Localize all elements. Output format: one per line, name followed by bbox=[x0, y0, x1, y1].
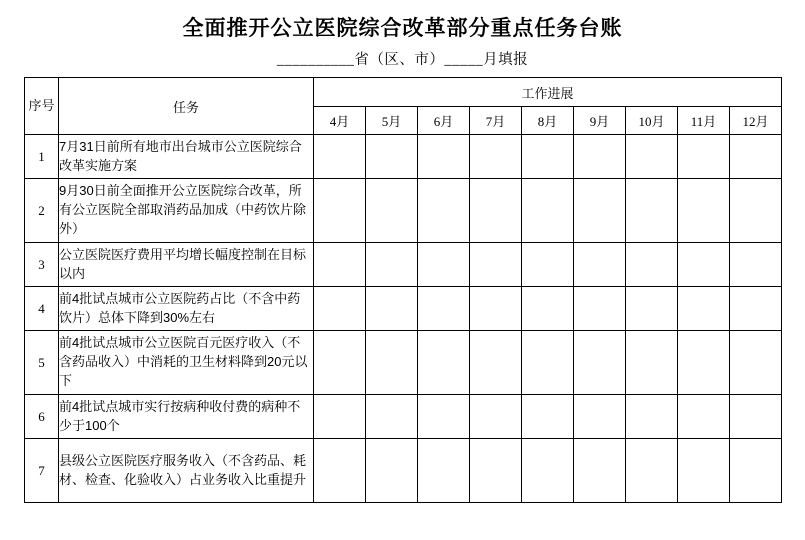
cell-month-5[interactable] bbox=[366, 135, 418, 179]
cell-month-7[interactable] bbox=[470, 287, 522, 331]
table-row bbox=[25, 179, 782, 243]
header-month-4: 4月 bbox=[314, 107, 366, 135]
table-row bbox=[25, 439, 782, 503]
row-task: 前4批试点城市实行按病种收付费的病种不少于100个 bbox=[59, 395, 314, 439]
cell-month-9[interactable] bbox=[574, 135, 626, 179]
cell-month-12[interactable] bbox=[730, 287, 782, 331]
header-month-8: 8月 bbox=[522, 107, 574, 135]
cell-month-10[interactable] bbox=[626, 331, 678, 395]
row-seq: 5 bbox=[25, 331, 59, 395]
table-row bbox=[25, 395, 782, 439]
header-month-7: 7月 bbox=[470, 107, 522, 135]
header-month-5: 5月 bbox=[366, 107, 418, 135]
cell-month-5[interactable] bbox=[366, 331, 418, 395]
table-row bbox=[25, 287, 782, 331]
cell-month-10[interactable] bbox=[626, 135, 678, 179]
cell-month-8[interactable] bbox=[522, 243, 574, 287]
cell-month-10[interactable] bbox=[626, 179, 678, 243]
cell-month-5[interactable] bbox=[366, 395, 418, 439]
cell-month-8[interactable] bbox=[522, 287, 574, 331]
cell-month-11[interactable] bbox=[678, 179, 730, 243]
header-month-12: 12月 bbox=[730, 107, 782, 135]
row-seq: 2 bbox=[25, 179, 59, 243]
cell-month-4[interactable] bbox=[314, 135, 366, 179]
row-seq: 1 bbox=[25, 135, 59, 179]
cell-month-11[interactable] bbox=[678, 331, 730, 395]
cell-month-6[interactable] bbox=[418, 287, 470, 331]
cell-month-6[interactable] bbox=[418, 331, 470, 395]
row-seq: 7 bbox=[25, 439, 59, 503]
row-task: 前4批试点城市公立医院百元医疗收入（不含药品收入）中消耗的卫生材料降到20元以下 bbox=[59, 331, 314, 395]
report-subline: __________省（区、市）_____月填报 bbox=[276, 52, 529, 68]
cell-month-8[interactable] bbox=[522, 179, 574, 243]
header-month-11: 11月 bbox=[678, 107, 730, 135]
cell-month-8[interactable] bbox=[522, 331, 574, 395]
cell-month-4[interactable] bbox=[314, 331, 366, 395]
cell-month-6[interactable] bbox=[418, 179, 470, 243]
cell-month-6[interactable] bbox=[418, 395, 470, 439]
cell-month-7[interactable] bbox=[470, 135, 522, 179]
cell-month-6[interactable] bbox=[418, 135, 470, 179]
cell-month-11[interactable] bbox=[678, 439, 730, 503]
cell-month-9[interactable] bbox=[574, 395, 626, 439]
cell-month-10[interactable] bbox=[626, 243, 678, 287]
table-row bbox=[25, 331, 782, 395]
row-task: 9月30日前全面推开公立医院综合改革，所有公立医院全部取消药品加成（中药饮片除外） bbox=[59, 179, 314, 243]
cell-month-4[interactable] bbox=[314, 243, 366, 287]
cell-month-4[interactable] bbox=[314, 395, 366, 439]
row-seq: 6 bbox=[25, 395, 59, 439]
table-body bbox=[25, 135, 782, 503]
header-month-6: 6月 bbox=[418, 107, 470, 135]
cell-month-12[interactable] bbox=[730, 179, 782, 243]
cell-month-6[interactable] bbox=[418, 439, 470, 503]
header-month-9: 9月 bbox=[574, 107, 626, 135]
cell-month-8[interactable] bbox=[522, 395, 574, 439]
cell-month-5[interactable] bbox=[366, 287, 418, 331]
header-month-10: 10月 bbox=[626, 107, 678, 135]
cell-month-12[interactable] bbox=[730, 135, 782, 179]
row-task: 前4批试点城市公立医院药占比（不含中药饮片）总体下降到30%左右 bbox=[59, 287, 314, 331]
cell-month-11[interactable] bbox=[678, 395, 730, 439]
cell-month-4[interactable] bbox=[314, 439, 366, 503]
table-row bbox=[25, 243, 782, 287]
header-progress: 工作进展 bbox=[314, 78, 782, 107]
cell-month-7[interactable] bbox=[470, 331, 522, 395]
task-ledger-table bbox=[24, 77, 782, 503]
page-title: 全面推开公立医院综合改革部分重点任务台账 bbox=[182, 16, 623, 40]
row-task: 县级公立医院医疗服务收入（不含药品、耗材、检查、化验收入）占业务收入比重提升 bbox=[59, 439, 314, 503]
cell-month-11[interactable] bbox=[678, 243, 730, 287]
cell-month-7[interactable] bbox=[470, 243, 522, 287]
cell-month-9[interactable] bbox=[574, 179, 626, 243]
cell-month-7[interactable] bbox=[470, 179, 522, 243]
cell-month-9[interactable] bbox=[574, 439, 626, 503]
cell-month-7[interactable] bbox=[470, 439, 522, 503]
cell-month-5[interactable] bbox=[366, 439, 418, 503]
cell-month-11[interactable] bbox=[678, 135, 730, 179]
row-task: 7月31日前所有地市出台城市公立医院综合改革实施方案 bbox=[59, 135, 314, 179]
cell-month-10[interactable] bbox=[626, 439, 678, 503]
cell-month-12[interactable] bbox=[730, 439, 782, 503]
cell-month-11[interactable] bbox=[678, 287, 730, 331]
row-seq: 3 bbox=[25, 243, 59, 287]
cell-month-8[interactable] bbox=[522, 439, 574, 503]
table-header-row-1 bbox=[25, 78, 782, 107]
row-seq: 4 bbox=[25, 287, 59, 331]
cell-month-4[interactable] bbox=[314, 287, 366, 331]
cell-month-9[interactable] bbox=[574, 287, 626, 331]
cell-month-12[interactable] bbox=[730, 331, 782, 395]
document-page bbox=[0, 12, 805, 540]
cell-month-8[interactable] bbox=[522, 135, 574, 179]
cell-month-9[interactable] bbox=[574, 243, 626, 287]
cell-month-4[interactable] bbox=[314, 179, 366, 243]
cell-month-9[interactable] bbox=[574, 331, 626, 395]
header-task: 任务 bbox=[59, 78, 314, 135]
header-seq: 序号 bbox=[25, 78, 59, 135]
cell-month-10[interactable] bbox=[626, 287, 678, 331]
cell-month-5[interactable] bbox=[366, 179, 418, 243]
cell-month-12[interactable] bbox=[730, 243, 782, 287]
cell-month-6[interactable] bbox=[418, 243, 470, 287]
cell-month-12[interactable] bbox=[730, 395, 782, 439]
cell-month-10[interactable] bbox=[626, 395, 678, 439]
cell-month-5[interactable] bbox=[366, 243, 418, 287]
row-task: 公立医院医疗费用平均增长幅度控制在目标以内 bbox=[59, 243, 314, 287]
table-row bbox=[25, 135, 782, 179]
cell-month-7[interactable] bbox=[470, 395, 522, 439]
